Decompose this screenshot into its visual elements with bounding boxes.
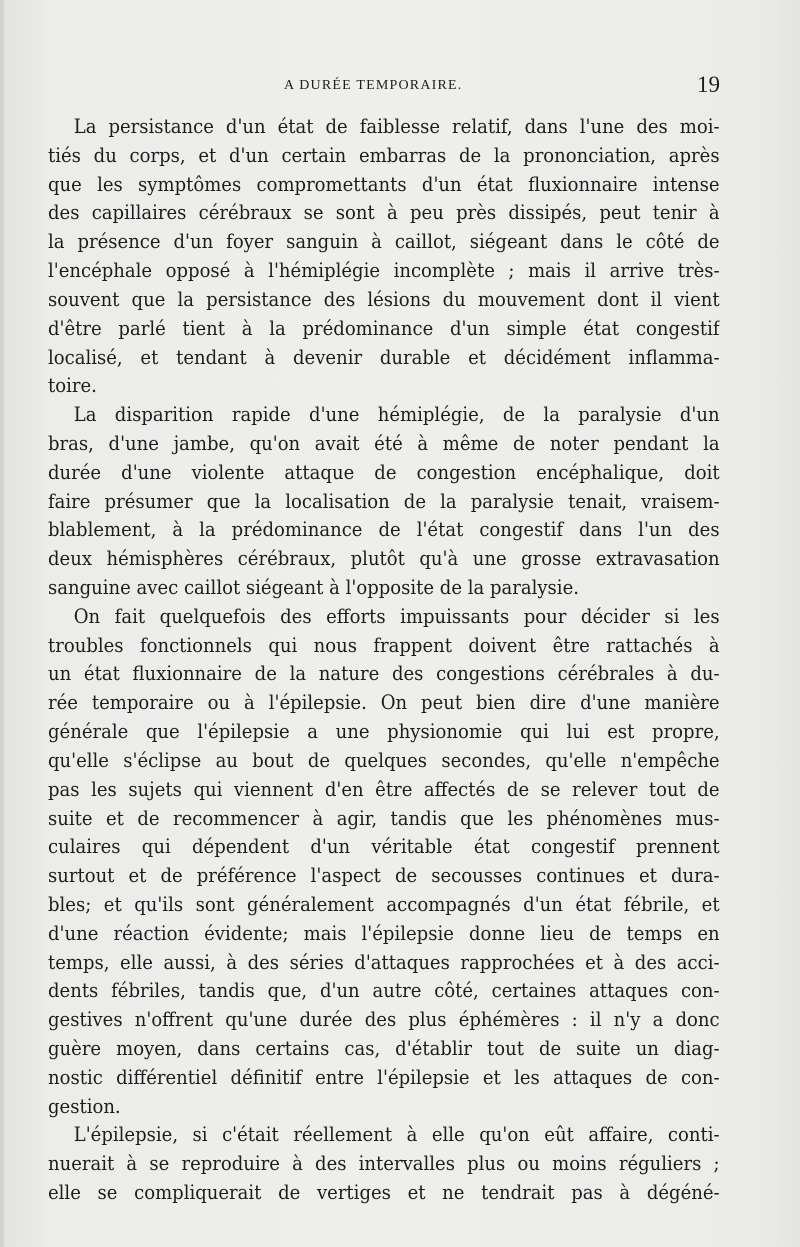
text-line: qu'elle s'éclipse au bout de quelques secondes, qu'elle n'empêche: [48, 748, 720, 772]
paragraph: [48, 113, 720, 401]
text-line: un état fluxionnaire de la nature des congestions cérébrales à du-: [48, 662, 720, 686]
text-line: On fait quelquefois des efforts impuissants pour décider si les: [73, 604, 720, 628]
text-line: dents fébriles, tandis que, d'un autre côté, certaines attaques con-: [48, 979, 720, 1003]
text-line: la présence d'un foyer sanguin à caillot, siégeant dans le côté de: [48, 230, 720, 254]
text-line: deux hémisphères cérébraux, plutôt qu'à une grosse extravasation: [48, 547, 720, 571]
text-line: nostic différentiel définitif entre l'épilepsie et les attaques de con-: [48, 1065, 720, 1089]
paragraph: [48, 401, 720, 603]
text-line: temps, elle aussi, à des séries d'attaques rapprochées et à des acci-: [48, 950, 720, 974]
text-line: blablement, à la prédominance de l'état congestif dans l'un des: [48, 518, 720, 542]
text-line: tiés du corps, et d'un certain embarras de la prononciation, après: [48, 143, 720, 167]
text-line: localisé, et tendant à devenir durable et décidément inflamma-: [48, 345, 720, 369]
text-line: toire.: [48, 374, 97, 398]
text-line: troubles fonctionnels qui nous frappent doivent être rattachés à: [48, 633, 720, 657]
text-line: souvent que la persistance des lésions du mouvement dont il vient: [48, 287, 720, 311]
text-line: La persistance d'un état de faiblesse relatif, dans l'une des moi-: [73, 115, 720, 138]
page-binding-edge: [0, 0, 4, 1247]
text-line: sanguine avec caillot siégeant à l'opposite de la paralysie.: [48, 576, 579, 599]
running-head: [48, 72, 720, 102]
text-line: générale que l'épilepsie a une physionomie qui lui est propre,: [48, 720, 720, 744]
text-line: elle se compliquerait de vertiges et ne tendrait pas à dégéné-: [48, 1181, 720, 1205]
text-line: guère moyen, dans certains cas, d'établir tout de suite un diag-: [48, 1037, 720, 1060]
text-line: La disparition rapide d'une hémiplégie, de la paralysie d'un: [73, 403, 720, 427]
text-line: d'une réaction évidente; mais l'épilepsie donne lieu de temps en: [48, 921, 720, 945]
text-line: des capillaires cérébraux se sont à peu près dissipés, peut tenir à: [48, 201, 720, 225]
text-line: durée d'une violente attaque de congestion encéphalique, doit: [48, 460, 720, 484]
text-line: surtout et de préférence l'aspect de secousses continues et dura-: [48, 864, 720, 888]
paragraph: [48, 1121, 720, 1207]
body-text: [48, 113, 720, 1208]
text-line: gestives n'offrent qu'une durée des plus éphémères : il n'y a donc: [48, 1008, 720, 1032]
text-line: d'être parlé tient à la prédominance d'un simple état congestif: [48, 316, 720, 340]
text-line: pas les sujets qui viennent d'en être affectés de se relever tout de: [48, 777, 720, 801]
text-line: faire présumer que la localisation de la paralysie tenait, vraisem-: [48, 489, 720, 513]
running-title: A DURÉE TEMPORAIRE.: [284, 78, 463, 93]
paragraph: [48, 603, 720, 1122]
page-number: 19: [697, 72, 720, 97]
text-line: gestion.: [48, 1094, 121, 1118]
text-line: rée temporaire ou à l'épilepsie. On peut bien dire d'une manière: [48, 691, 720, 715]
text-line: L'épilepsie, si c'était réellement à elle qu'on eût affaire, conti-: [73, 1123, 720, 1147]
text-line: que les symptômes compromettants d'un état fluxionnaire intense: [48, 172, 720, 196]
text-line: l'encéphale opposé à l'hémiplégie incomplète ; mais il arrive très-: [48, 259, 720, 283]
text-line: culaires qui dépendent d'un véritable état congestif prennent: [48, 835, 720, 859]
text-line: suite et de recommencer à agir, tandis que les phénomènes mus-: [48, 806, 720, 830]
text-line: bles; et qu'ils sont généralement accompagnés d'un état fébrile, et: [48, 892, 720, 916]
text-line: bras, d'une jambe, qu'on avait été à même de noter pendant la: [48, 431, 720, 455]
text-line: nuerait à se reproduire à des intervalles plus ou moins réguliers ;: [48, 1152, 720, 1176]
